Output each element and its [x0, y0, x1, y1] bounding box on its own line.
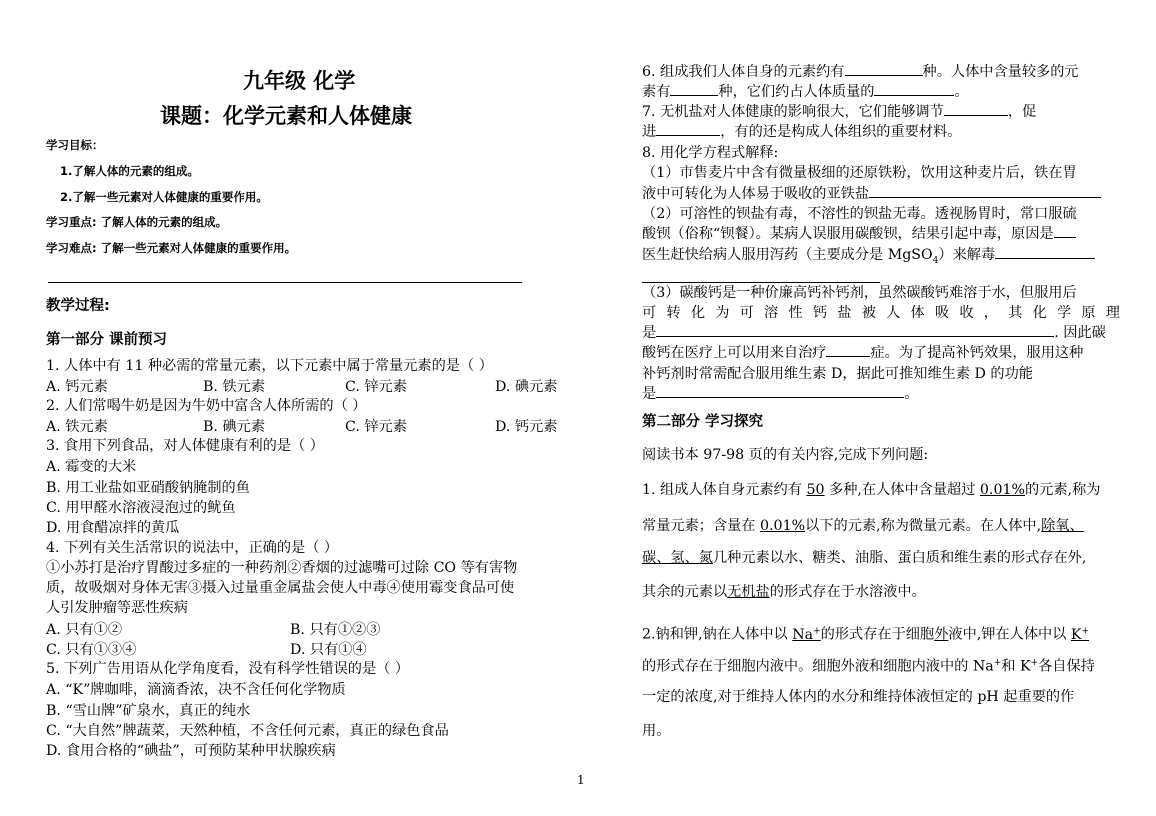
q8-blank-4[interactable]	[656, 336, 1054, 337]
difficulty-point: 学习难点: 了解一些元素对人体健康的重要作用。	[46, 241, 297, 255]
q6-text: 种。人体中含量较多的元	[922, 64, 1079, 80]
q8-blank-3[interactable]	[995, 258, 1095, 259]
part2-item1-line	[642, 540, 1086, 576]
q6-text: 。	[954, 84, 969, 100]
part2-item1-line	[642, 574, 926, 610]
q1-option-c: C. 锌元素	[345, 379, 407, 395]
q1-option-a: A. 钙元素	[46, 379, 108, 395]
q8-text: 酸钙在医疗上可以用来自治疗	[642, 345, 827, 361]
item1-text: 的元素,称为	[1024, 482, 1101, 498]
q5-option-a: A. “K”牌咖啡，滴滴香浓，决不含任何化学物质	[46, 682, 346, 698]
q6-text: 种，它们约占人体质量的	[718, 84, 875, 100]
q6-blank-1[interactable]	[845, 75, 923, 76]
q8-part1-line: （1）市售麦片中含有微量极细的还原铁粉，饮用这种麦片后，铁在胃	[642, 165, 1077, 181]
item1-text: 几种元素以水、糖类、油脂、蛋白质和维生素的形式存在外,	[712, 550, 1087, 566]
question-8-title: 8. 用化学方程式解释:	[642, 145, 779, 161]
q3-option-a: A. 霉变的大米	[46, 459, 137, 475]
q2-option-d: D. 钙元素	[495, 419, 558, 435]
q8-part1-line	[642, 184, 1101, 205]
key-point: 学习重点: 了解人体的元素的组成。	[46, 215, 228, 229]
question-1-stem: 1. 人体中有 11 种必需的常量元素，以下元素中属于常量元素的是（ ）	[46, 358, 493, 374]
q7-text: ，促	[1007, 104, 1037, 120]
q4-option-b: B. 只有①②③	[290, 622, 381, 638]
question-5-stem: 5. 下列广告用语从化学角度看，没有科学性错误的是（ ）	[46, 661, 410, 677]
divider-line	[48, 282, 522, 283]
item1-answer: 除氧、	[1041, 518, 1084, 534]
item2-superscript: +	[1081, 626, 1090, 636]
q8-text: ）来解毒	[938, 247, 996, 263]
part2-item2-line: 一定的浓度,对于维持人体内的水分和维持体液恒定的 pH 起重要的作	[642, 689, 1075, 705]
item1-text: 其余的元素以	[642, 584, 728, 600]
q4-option-c: C. 只有①③④	[46, 642, 137, 658]
q4-body-line: ①小苏打是治疗胃酸过多症的一种药剂②香烟的过滤嘴可过除 CO 等有害物	[46, 560, 518, 576]
q6-text: 素有	[642, 84, 671, 100]
objectives-label: 学习目标：	[46, 138, 104, 152]
question-2-stem: 2. 人们常喝牛奶是因为牛奶中富含人体所需的（ ）	[46, 398, 367, 414]
q8-text: 。	[904, 386, 919, 402]
item2-answer	[1071, 627, 1089, 643]
q6-blank-2[interactable]	[670, 95, 718, 96]
q2-option-b: B. 碘元素	[203, 419, 266, 435]
objective-item: 2.了解一些元素对人体健康的重要作用。	[60, 190, 268, 204]
q3-option-c: C. 用甲醛水溶液浸泡过的鱿鱼	[46, 500, 236, 516]
q8-text: 是	[642, 325, 657, 341]
question-6-line-1	[642, 62, 1079, 83]
q8-blank-1[interactable]	[869, 197, 1101, 198]
q8-part2-line	[642, 245, 1095, 271]
q5-option-d: D. 食用合格的“碘盐”，可预防某种甲状腺疾病	[46, 743, 336, 759]
q4-option-a: A. 只有①②	[46, 622, 123, 638]
item2-answer	[792, 627, 820, 643]
q8-blank-2[interactable]	[1054, 237, 1076, 238]
q8-text: 医生赶快给病人服用泻药（主要成分是 MgSO	[642, 247, 933, 263]
q8-text: 是	[642, 386, 657, 402]
q8-part2-line	[642, 224, 1076, 245]
item1-text: 以下的元素,称为微量元素。在人体中,	[805, 518, 1042, 534]
part2-item1-line	[642, 508, 1084, 544]
q8-part3-line: 补钙剂时常需配合服用维生素 D，据此可推知维生素 D 的功能	[642, 366, 1033, 382]
item1-answer: 0.01%	[979, 482, 1025, 498]
item1-text: 多种,在人体中含量超过	[824, 482, 980, 498]
q3-option-b: B. 用工业盐如亚硝酸钠腌制的鱼	[46, 480, 250, 496]
q8-subscript: 4	[932, 255, 939, 266]
q7-blank-1[interactable]	[944, 115, 1008, 116]
part2-item2-line: 用。	[642, 723, 671, 739]
q4-option-d: D. 只有①④	[290, 642, 367, 658]
item2-answer: 外	[934, 626, 949, 643]
part2-item1-line	[642, 472, 1100, 508]
q7-blank-2[interactable]	[656, 135, 720, 136]
q7-text: 进	[642, 124, 657, 140]
q2-option-a: A. 铁元素	[46, 419, 108, 435]
q1-option-d: D. 碘元素	[495, 379, 558, 395]
item1-text: 的形式存在于水溶液中。	[769, 584, 926, 600]
q3-option-d: D. 用食醋凉拌的黄瓜	[46, 520, 180, 536]
question-3-stem: 3. 食用下列食品，对人体健康有利的是（ ）	[46, 438, 324, 454]
q8-text: 症。为了提高补钙效果，服用这种	[870, 345, 1084, 361]
item2-superscript: +	[1030, 658, 1039, 668]
q8-blank-6[interactable]	[656, 397, 904, 398]
page-number: 1	[577, 773, 585, 787]
topic-title: 课题：化学元素和人体健康	[160, 104, 412, 128]
q8-text: 液中可转化为人体易于吸收的亚铁盐	[642, 186, 870, 202]
question-4-stem: 4. 下列有关生活常识的说法中，正确的是（ ）	[46, 540, 339, 556]
item2-text: 的形式存在于细胞	[820, 626, 935, 643]
q8-part3-line: （3）碳酸钙是一种价廉高钙补钙剂，虽然碳酸钙难溶于水，但服用后	[642, 285, 1077, 301]
q1-option-b: B. 铁元素	[203, 379, 266, 395]
q6-blank-3[interactable]	[874, 95, 954, 96]
item2-superscript: +	[813, 626, 821, 636]
item2-text: 2.钠和钾,钠在人体中以	[642, 626, 793, 643]
q4-body-line: 质，故吸烟对身体无害③摄入过量重金属盐会使人中毒④使用霉变食品可使	[46, 580, 515, 596]
q4-body-line: 人引发肿瘤等恶性疾病	[46, 600, 188, 616]
item1-answer: 0.01%	[760, 518, 806, 534]
q8-part3-line: 可 转 化 为 可 溶 性 钙 盐 被 人 体 吸 收 ， 其 化 学 原 理	[642, 305, 1120, 321]
q7-text: 7. 无机盐对人体健康的影响很大，它们能够调节	[642, 104, 944, 120]
q5-option-b: B. “雪山牌”矿泉水，真正的纯水	[46, 703, 251, 719]
item1-answer: 50	[806, 482, 825, 498]
q6-text: 6. 组成我们人体自身的元素约有	[642, 64, 845, 80]
q8-part2-line: （2）可溶性的钡盐有毒，不溶性的钡盐无毒。透视肠胃时，常口服硫	[642, 206, 1077, 222]
question-6-line-2	[642, 82, 969, 103]
q8-blank-5[interactable]	[826, 356, 870, 357]
objective-item: 1.了解人体的元素的组成。	[60, 164, 199, 178]
item1-text: 1. 组成人体自身元素约有	[642, 482, 807, 498]
process-label: 教学过程:	[46, 298, 110, 314]
grade-subject-heading: 九年级 化学	[243, 69, 356, 93]
part2-intro: 阅读书本 97-98 页的有关内容,完成下列问题:	[642, 447, 929, 463]
item2-answer-text: K	[1070, 626, 1082, 643]
q8-part3-line	[642, 343, 1083, 364]
question-7-line-1	[642, 102, 1036, 123]
item2-text: 和 K	[1001, 658, 1031, 675]
item2-text: 液中,钾在人体中以	[948, 626, 1071, 643]
item2-text: 各自保持	[1038, 658, 1095, 675]
item2-superscript: +	[993, 658, 1002, 668]
question-7-line-2	[642, 122, 961, 143]
item1-text: 常量元素；含量在	[642, 518, 761, 534]
q8-part3-line	[642, 323, 1106, 344]
item2-answer-text: Na	[792, 626, 814, 643]
item1-answer: 碳、氢、氮	[642, 550, 713, 566]
q5-option-c: C. “大自然”牌蔬菜，天然种植，不含任何元素，真正的绿色食品	[46, 723, 449, 739]
part1-title: 第一部分 课前预习	[46, 332, 168, 348]
item1-answer: 无机盐	[727, 584, 770, 600]
q8-part3-line	[642, 384, 918, 405]
q8-text: . 因此碳	[1054, 325, 1106, 341]
part2-title: 第二部分 学习探究	[642, 414, 764, 430]
q2-option-c: C. 锌元素	[345, 419, 407, 435]
q8-text: 酸钡（俗称“钡餐）。某病人误服用碳酸钡，结果引起中毒，原因是	[642, 226, 1054, 242]
q7-text: ，有的还是构成人体组织的重要材料。	[720, 124, 962, 140]
item2-text: 的形式存在于细胞内液中。细胞外液和细胞内液中的 Na	[642, 658, 994, 675]
